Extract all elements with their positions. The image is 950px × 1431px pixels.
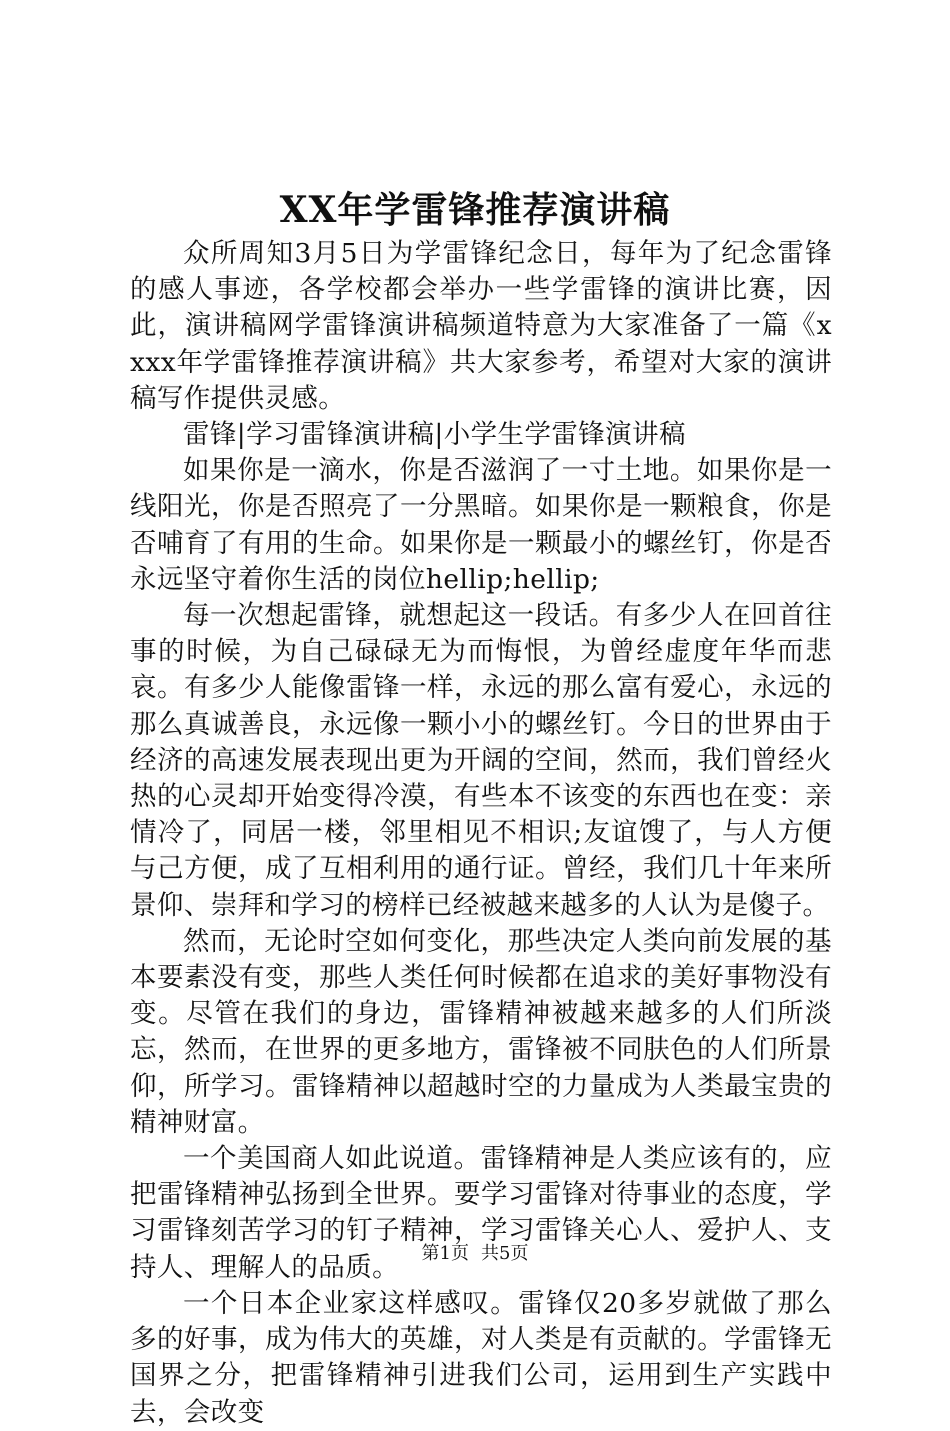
paragraph: 每一次想起雷锋，就想起这一段话。有多少人在回首往事的时候，为自己碌碌无为而悔恨，为曾经虚度年华而悲哀。有多少人能像雷锋一样，永远的那么富有爱心，永远的那么真诚善良，永远像一颗小小的螺丝钉。今日的世界由于经济的高速发展表现出更为开阔的空间，然而，我们曾经火热的心灵却开始变得冷漠，有些本不该变的东西也在变：亲情冷了，同居一楼，邻里相见不相识;友谊馊了，与人方便与己方便，成了互相利用的通行证。曾经，我们几十年来所景仰、崇拜和学习的榜样已经被越来越多的人认为是傻子。 — [130, 600, 832, 921]
page-number-current: 第1页 — [421, 1243, 469, 1264]
paragraph: 如果你是一滴水，你是否滋润了一寸土地。如果你是一线阳光，你是否照亮了一分黑暗。如果你是一颗粮食，你是否哺育了有用的生命。如果你是一颗最小的螺丝钉，你是否永远坚守着你生活的岗位hellip;hellip; — [130, 455, 832, 595]
paragraph: 众所周知3月5日为学雷锋纪念日，每年为了纪念雷锋的感人事迹，各学校都会举办一些学雷锋的演讲比赛，因此，演讲稿网学雷锋演讲稿频道特意为大家准备了一篇《xxxx年学雷锋推荐演讲稿》共大家参考，希望对大家的演讲稿写作提供灵感。 — [130, 238, 832, 414]
paragraph: 一个美国商人如此说道。雷锋精神是人类应该有的，应把雷锋精神弘扬到全世界。要学习雷锋对待事业的态度，学习雷锋刻苦学习的钉子精神，学习雷锋关心人、爱护人、支持人、理解人的品质。 — [130, 1143, 832, 1283]
page-footer — [0, 1242, 950, 1266]
page-number-total: 共5页 — [481, 1243, 529, 1264]
document-title: XX年学雷锋推荐演讲稿 — [279, 189, 671, 231]
paragraph: 然而，无论时空如何变化，那些决定人类向前发展的基本要素没有变，那些人类任何时候都在追求的美好事物没有变。尽管在我们的身边，雷锋精神被越来越多的人们所淡忘，然而，在世界的更多地方，雷锋被不同肤色的人们所景仰，所学习。雷锋精神以超越时空的力量成为人类最宝贵的精神财富。 — [130, 925, 832, 1138]
paragraph: 一个日本企业家这样感叹。雷锋仅20多岁就做了那么多的好事，成为伟大的英雄，对人类是有贡献的。学雷锋无国界之分，把雷锋精神引进我们公司，运用到生产实践中去，会改变 — [130, 1287, 832, 1428]
paragraph: 雷锋|学习雷锋演讲稿|小学生学雷锋演讲稿 — [183, 419, 686, 451]
